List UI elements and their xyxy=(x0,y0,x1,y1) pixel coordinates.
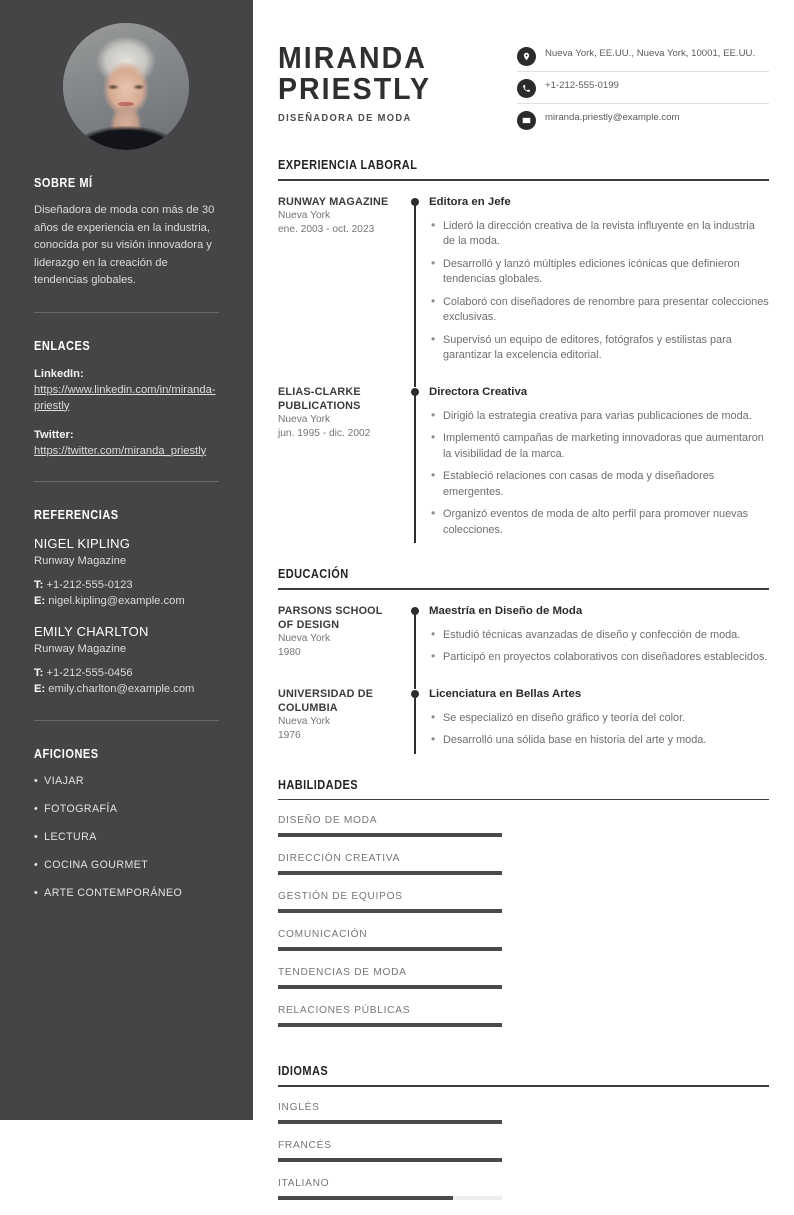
bullet-icon: • xyxy=(34,830,39,843)
entry-title: Editora en Jefe xyxy=(429,195,511,208)
divider xyxy=(34,481,219,482)
hobby-item xyxy=(34,858,219,873)
entry-body xyxy=(426,385,769,546)
bullet-item: • Colaboró con diseñadores de renombre para presentar colecciones exclusivas. xyxy=(429,295,769,326)
entry-dates: jun. 1995 - dic. 2002 xyxy=(278,428,371,440)
entry-location: Nueva York xyxy=(278,715,331,727)
skill-bar-track xyxy=(278,985,502,989)
skill-label: DISEÑO DE MODA xyxy=(278,815,378,827)
sidebar xyxy=(0,0,253,1120)
skill-item xyxy=(278,852,502,875)
entry-bullets xyxy=(429,628,769,666)
entry-meta xyxy=(278,604,404,673)
job-role-subtitle: DISEÑADORA DE MODA xyxy=(278,113,412,124)
hobby-label: ARTE CONTEMPORÁNEO xyxy=(44,886,183,899)
language-label: ITALIANO xyxy=(278,1177,330,1189)
skill-item xyxy=(278,966,502,989)
entry-bullets xyxy=(429,219,769,364)
bullet-item: • Desarrolló y lanzó múltiples ediciones icónicas que definieron tendencias globales. xyxy=(429,257,769,288)
divider xyxy=(34,312,219,313)
skills-section xyxy=(278,778,769,1043)
reference-org: Runway Magazine xyxy=(34,642,127,655)
bullet-item: • Lideró la dirección creativa de la revista influyente en la industria de la moda. xyxy=(429,219,769,250)
bullet-item: • Estableció relaciones con casas de moda y diseñadores emergentes. xyxy=(429,469,769,500)
hobby-item xyxy=(34,774,219,789)
bullet-item: • Se especializó en diseño gráfico y teoría del color. xyxy=(429,711,769,727)
language-item xyxy=(278,1139,502,1162)
link-label: LinkedIn: xyxy=(34,367,84,380)
hobby-label: LECTURA xyxy=(44,830,97,843)
entry-organization: RUNWAY MAGAZINE xyxy=(278,195,389,208)
skill-item xyxy=(278,890,502,913)
bullet-item: • Estudió técnicas avanzadas de diseño y confección de moda. xyxy=(429,628,769,644)
language-label: FRANCÉS xyxy=(278,1139,332,1151)
entry-dates: 1980 xyxy=(278,647,301,659)
phone-icon xyxy=(517,79,536,98)
bullet-icon: • xyxy=(34,886,39,899)
reference-name: EMILY CHARLTON xyxy=(34,623,149,639)
section-divider xyxy=(278,799,769,801)
timeline-marker xyxy=(404,195,426,371)
skill-label: GESTIÓN DE EQUIPOS xyxy=(278,891,403,903)
language-label: INGLÉS xyxy=(278,1101,320,1113)
reference-org: Runway Magazine xyxy=(34,554,127,567)
reference-name: NIGEL KIPLING xyxy=(34,535,131,551)
reference-phone-label: T: xyxy=(34,578,44,591)
skill-item xyxy=(278,1004,502,1027)
hobby-label: COCINA GOURMET xyxy=(44,858,149,871)
entry-bullets xyxy=(429,409,769,539)
languages-heading: IDIOMAS xyxy=(278,1064,329,1079)
entry-title: Directora Creativa xyxy=(429,385,528,398)
reference-phone: +1-212-555-0123 xyxy=(46,578,133,591)
link-item-linkedin xyxy=(34,366,219,414)
link-item-twitter xyxy=(34,427,219,459)
main-content xyxy=(253,0,794,1189)
hobbies-heading: AFICIONES xyxy=(34,746,99,761)
links-heading: ENLACES xyxy=(34,338,91,353)
education-heading: EDUCACIÓN xyxy=(278,567,349,582)
hobby-item xyxy=(34,886,219,901)
resume-header xyxy=(278,42,769,136)
education-section xyxy=(278,567,769,756)
references-heading: REFERENCIAS xyxy=(34,507,119,522)
about-text: Diseñadora de moda con más de 30 años de experiencia en la industria, conocida por su visión innovadora y liderazgo en la creación de tendencias globales. xyxy=(34,204,215,286)
entry-meta xyxy=(278,687,404,756)
skill-bar-track xyxy=(278,1023,502,1027)
reference-email[interactable]: nigel.kipling@example.com xyxy=(48,595,185,607)
avatar-photo xyxy=(63,23,189,150)
skill-bar-fill xyxy=(278,871,502,875)
timeline-marker xyxy=(404,385,426,546)
reference-item xyxy=(34,535,219,610)
avatar xyxy=(63,23,189,150)
skill-bar-fill xyxy=(278,1023,502,1027)
reference-email-row xyxy=(34,681,219,698)
name-block xyxy=(278,42,444,124)
reference-phone-row xyxy=(34,577,219,594)
experience-section xyxy=(278,158,769,545)
reference-email-label: E: xyxy=(34,595,46,607)
section-divider xyxy=(278,1085,769,1087)
entry-organization: PARSONS SCHOOL OF DESIGN xyxy=(278,604,383,631)
link-url-linkedin[interactable]: https://www.linkedin.com/in/miranda-priestly xyxy=(34,383,216,412)
skill-bar-fill xyxy=(278,985,502,989)
language-item xyxy=(278,1101,502,1124)
bullet-item: • Dirigió la estrategia creativa para varias publicaciones de moda. xyxy=(429,409,769,425)
skill-label: RELACIONES PÚBLICAS xyxy=(278,1005,411,1017)
skill-bar-track xyxy=(278,947,502,951)
link-label: Twitter: xyxy=(34,428,74,441)
hobby-item xyxy=(34,830,219,845)
reference-email-label: E: xyxy=(34,683,46,695)
avatar-eyes xyxy=(106,84,146,90)
about-heading: SOBRE MÍ xyxy=(34,176,93,190)
entry-title: Licenciatura en Bellas Artes xyxy=(429,687,582,700)
language-bar-fill xyxy=(278,1158,502,1162)
languages-grid xyxy=(278,1101,769,1215)
timeline-line xyxy=(414,613,416,689)
entry-bullets xyxy=(429,711,769,749)
entry-body xyxy=(426,687,769,756)
bullet-item: • Implementó campañas de marketing innovadoras que aumentaron la visibilidad de la marca. xyxy=(429,431,769,462)
contact-phone: +1-212-555-0199 xyxy=(545,80,619,91)
experience-entry xyxy=(278,385,769,546)
contact-list xyxy=(517,42,769,136)
education-entry xyxy=(278,604,769,673)
skill-bar-track xyxy=(278,871,502,875)
divider xyxy=(34,720,219,721)
skill-item xyxy=(278,814,502,837)
bullet-icon: • xyxy=(34,858,39,871)
entry-meta xyxy=(278,385,404,546)
skill-label: DIRECCIÓN CREATIVA xyxy=(278,853,401,865)
entry-body xyxy=(426,604,769,673)
language-bar-track xyxy=(278,1120,502,1124)
entry-organization: UNIVERSIDAD DE COLUMBIA xyxy=(278,687,374,714)
timeline-line xyxy=(414,696,416,754)
entry-dates: ene. 2003 - oct. 2023 xyxy=(278,224,375,236)
language-bar-fill xyxy=(278,1120,502,1124)
timeline-marker xyxy=(404,604,426,673)
skill-label: TENDENCIAS DE MODA xyxy=(278,967,407,979)
entry-title: Maestría en Diseño de Moda xyxy=(429,604,583,617)
entry-location: Nueva York xyxy=(278,413,331,425)
reference-phone-label: T: xyxy=(34,666,44,679)
contact-email: miranda.priestly@example.com xyxy=(545,112,680,123)
contact-row-phone xyxy=(517,78,769,104)
skill-item xyxy=(278,928,502,951)
about-section xyxy=(34,176,219,290)
entry-location: Nueva York xyxy=(278,632,331,644)
bullet-item: • Organizó eventos de moda de alto perfil para promover nuevas colecciones. xyxy=(429,507,769,538)
contact-row-email xyxy=(517,110,769,136)
section-divider xyxy=(278,588,769,590)
reference-phone: +1-212-555-0456 xyxy=(46,666,133,679)
entry-body xyxy=(426,195,769,371)
skill-bar-track xyxy=(278,833,502,837)
bullet-item: • Supervisó un equipo de editores, fotógrafos y estilistas para garantizar la excelencia editorial. xyxy=(429,333,769,364)
reference-email-row xyxy=(34,593,219,610)
contact-row-address xyxy=(517,46,769,72)
education-entry xyxy=(278,687,769,756)
skills-heading: HABILIDADES xyxy=(278,777,359,792)
entry-meta xyxy=(278,195,404,371)
references-section xyxy=(34,508,219,698)
reference-email[interactable]: emily.charlton@example.com xyxy=(48,683,195,695)
page-title-last-name: PRIESTLY xyxy=(278,71,432,106)
language-bar-track xyxy=(278,1158,502,1162)
reference-contacts xyxy=(34,665,219,698)
experience-heading: EXPERIENCIA LABORAL xyxy=(278,158,418,172)
hobbies-section xyxy=(34,747,219,901)
skills-grid xyxy=(278,814,769,1042)
skill-label: COMUNICACIÓN xyxy=(278,929,368,941)
contact-address: Nueva York, EE.UU., Nueva York, 10001, EE.UU. xyxy=(545,48,756,59)
envelope-icon xyxy=(517,111,536,130)
experience-entry xyxy=(278,195,769,371)
section-divider xyxy=(278,179,769,181)
entry-location: Nueva York xyxy=(278,209,331,221)
skill-bar-fill xyxy=(278,909,502,913)
reference-item xyxy=(34,623,219,698)
hobby-label: VIAJAR xyxy=(44,774,84,787)
skill-bar-fill xyxy=(278,833,502,837)
hobby-item xyxy=(34,802,219,817)
timeline-line xyxy=(414,394,416,544)
timeline-line xyxy=(414,204,416,387)
links-section xyxy=(34,339,219,459)
language-item xyxy=(278,1177,502,1200)
language-bar-track xyxy=(278,1196,502,1200)
skill-bar-fill xyxy=(278,947,502,951)
languages-section xyxy=(278,1064,769,1215)
timeline-marker xyxy=(404,687,426,756)
location-pin-icon xyxy=(517,47,536,66)
reference-contacts xyxy=(34,577,219,610)
reference-phone-row xyxy=(34,665,219,682)
bullet-icon: • xyxy=(34,802,39,815)
entry-organization: ELIAS-CLARKE PUBLICATIONS xyxy=(278,385,361,412)
hobby-label: FOTOGRAFÍA xyxy=(44,802,118,815)
link-url-twitter[interactable]: https://twitter.com/miranda_priestly xyxy=(34,444,207,457)
skill-bar-track xyxy=(278,909,502,913)
bullet-item: • Participó en proyectos colaborativos con diseñadores establecidos. xyxy=(429,650,769,666)
bullet-icon: • xyxy=(34,774,39,787)
language-bar-fill xyxy=(278,1196,453,1200)
entry-dates: 1976 xyxy=(278,730,301,742)
avatar-lips xyxy=(118,102,133,106)
bullet-item: • Desarrolló una sólida base en historia del arte y moda. xyxy=(429,733,769,749)
page-title-first-name: MIRANDA xyxy=(278,40,427,75)
